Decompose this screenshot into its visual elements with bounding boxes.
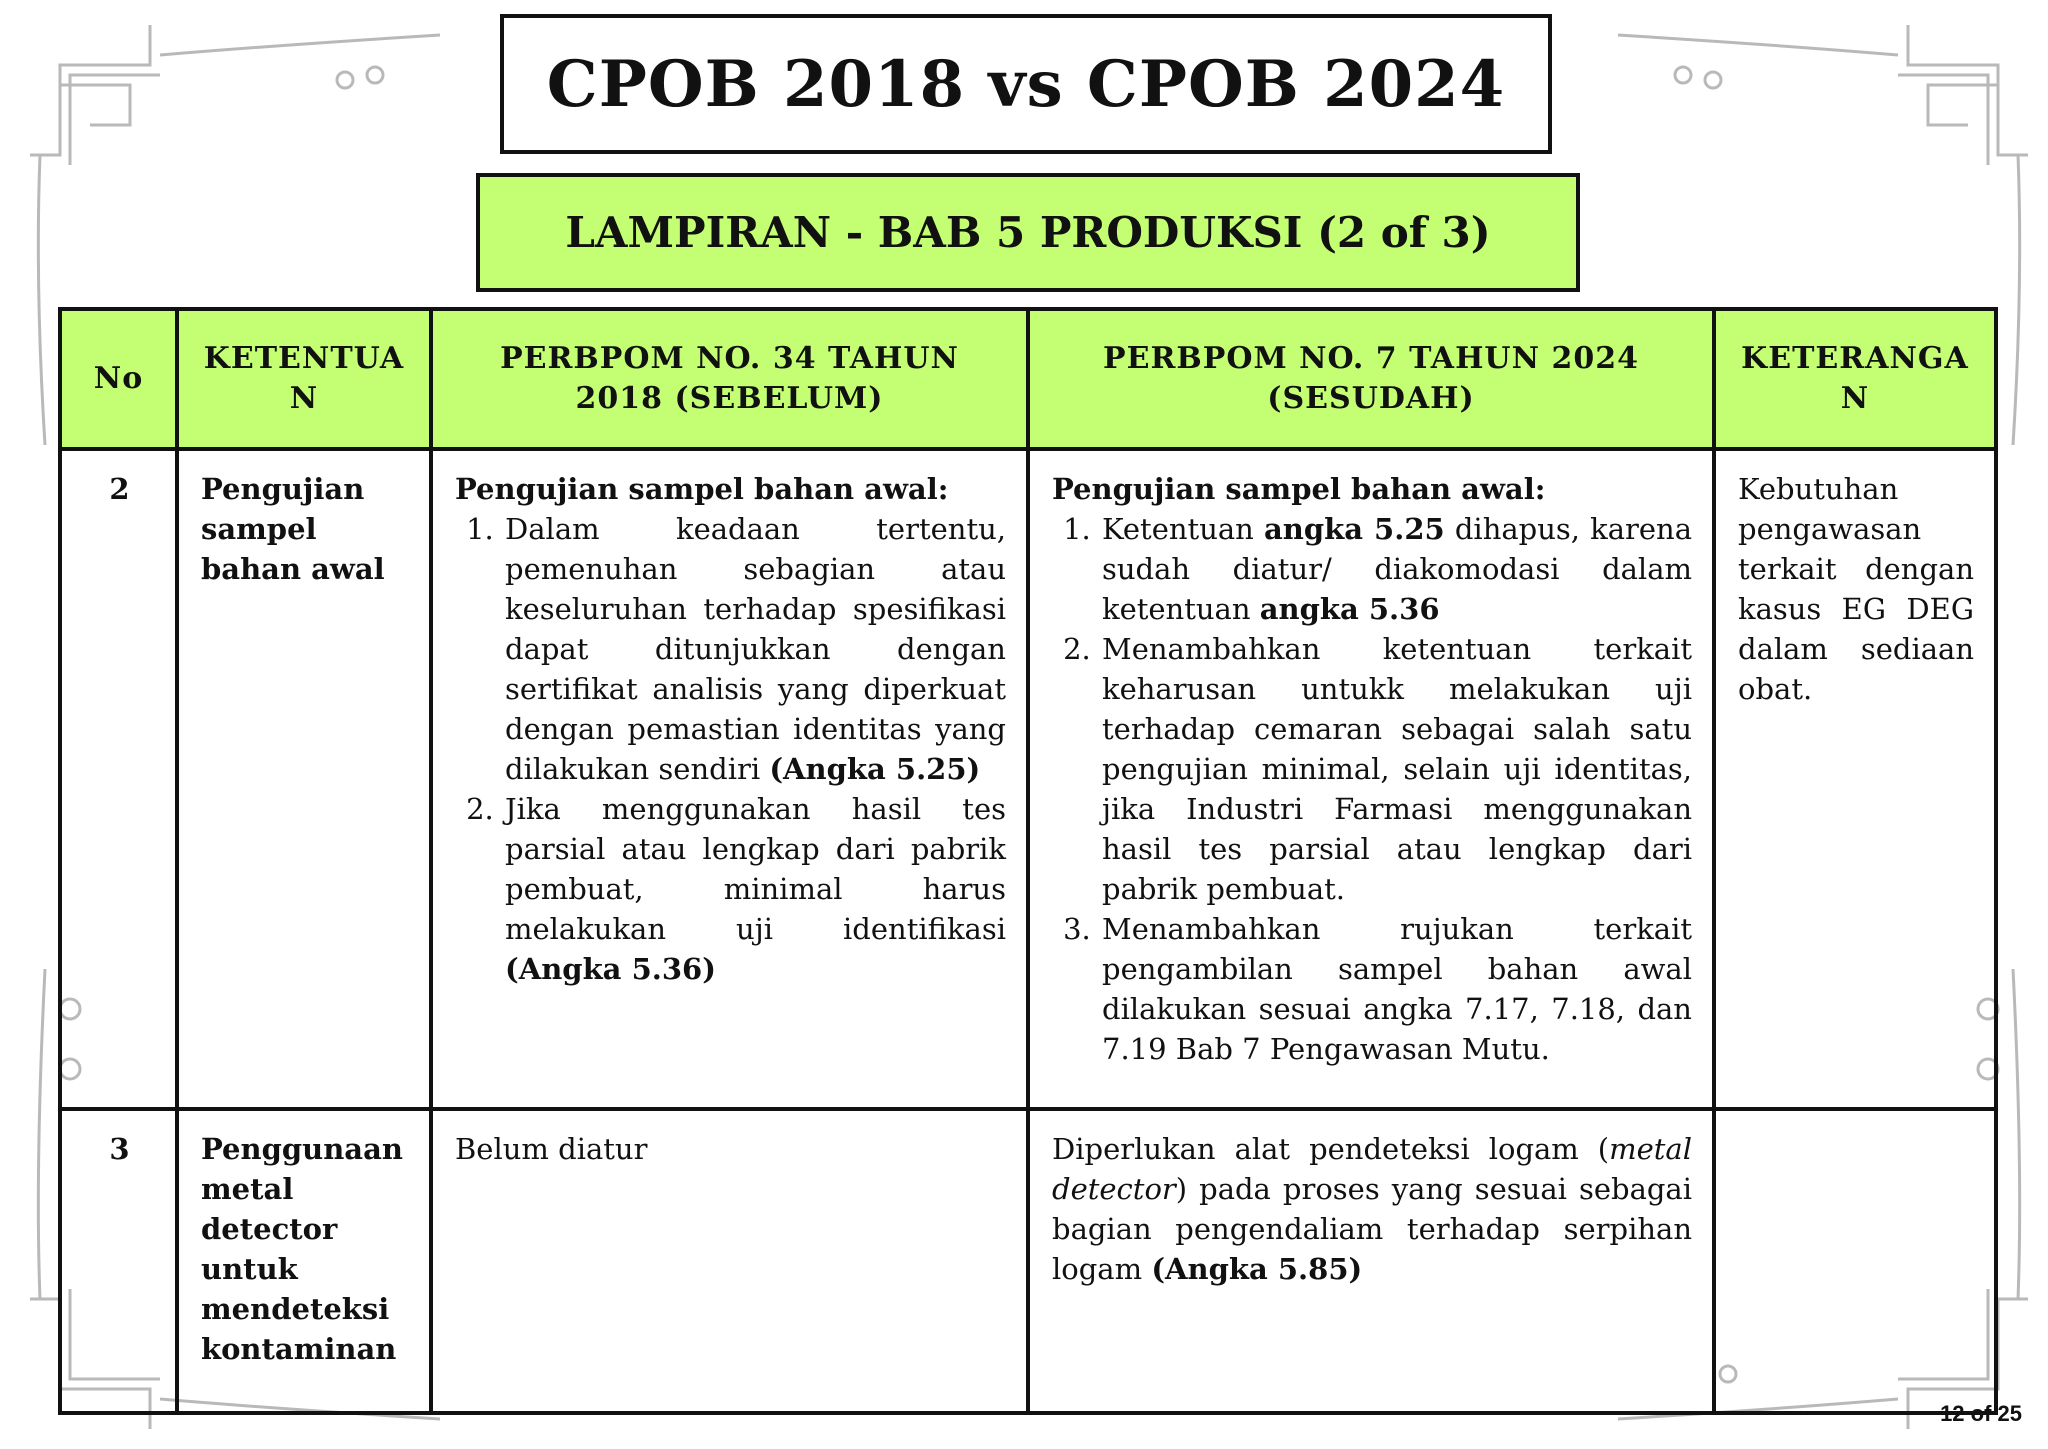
item-reference: (Angka 5.25) — [769, 752, 981, 786]
table-header-row — [60, 309, 1996, 449]
table-row — [60, 449, 1996, 1109]
header-sebelum: PERBPOM NO. 34 TAHUN 2018 (SEBELUM) — [431, 309, 1028, 449]
cell-sebelum — [431, 449, 1028, 1109]
item-text: Ketentuan — [1102, 512, 1264, 546]
cell-sebelum: Belum diatur — [431, 1109, 1028, 1413]
cell-keterangan — [1714, 1109, 1996, 1413]
item-reference: (Angka 5.36) — [505, 952, 716, 986]
cell-ketentuan: Pengujian sampel bahan awal — [177, 449, 431, 1109]
subtitle-box — [476, 173, 1580, 292]
item-reference: (Angka 5.85) — [1151, 1252, 1363, 1286]
table-row — [60, 1109, 1996, 1413]
header-ketentuan: KETENTUA N — [177, 309, 431, 449]
cell-sesudah — [1028, 1109, 1714, 1413]
item-text: Jika menggunakan hasil tes parsial atau lengkap dari pabrik pembuat, minimal harus melakukan uji identifikasi — [505, 792, 1006, 946]
sesudah-list — [1052, 509, 1692, 1069]
header-no: No — [60, 309, 177, 449]
comparison-table — [58, 307, 1998, 1415]
cell-text-italic: metal detector — [1052, 1132, 1692, 1206]
list-item: 3. Menambahkan rujukan terkait pengambilan sampel bahan awal dilakukan sesuai angka 7.17, 7.18, dan 7.19 Bab 7 Pengawasan Mutu. — [1100, 909, 1692, 1069]
item-reference: angka 5.25 — [1264, 512, 1445, 546]
sebelum-heading: Pengujian sampel bahan awal: — [455, 472, 949, 506]
list-item — [503, 509, 1006, 789]
page-subtitle: LAMPIRAN - BAB 5 PRODUKSI (2 of 3) — [565, 208, 1491, 257]
list-item — [1100, 509, 1692, 629]
sesudah-heading: Pengujian sampel bahan awal: — [1052, 472, 1546, 506]
cell-text: ) pada proses yang sesuai sebagai bagian pengendaliam terhadap serpihan logam — [1052, 1172, 1692, 1286]
cell-no: 2 — [60, 449, 177, 1109]
title-box — [500, 14, 1552, 154]
page-number: 12 of 25 — [1940, 1401, 2022, 1426]
cell-no: 3 — [60, 1109, 177, 1413]
item-reference: angka 5.36 — [1259, 592, 1440, 626]
header-sesudah: PERBPOM NO. 7 TAHUN 2024 (SESUDAH) — [1028, 309, 1714, 449]
cell-keterangan: Kebutuhan pengawasan terkait dengan kasus EG DEG dalam sediaan obat. — [1714, 449, 1996, 1109]
header-keterangan: KETERANGA N — [1714, 309, 1996, 449]
item-text: Dalam keadaan tertentu, pemenuhan sebagian atau keseluruhan terhadap spesifikasi dapat ditunjukkan dengan sertifikat analisis yang diperkuat dengan pemastian identitas yang dilakukan sendiri — [505, 512, 1006, 786]
list-item: 2. Menambahkan ketentuan terkait keharusan untukk melakukan uji terhadap cemaran sebagai salah satu pengujian minimal, selain uji identitas, jika Industri Farmasi menggunakan hasil tes parsial atau lengkap dari pabrik pembuat. — [1100, 629, 1692, 909]
cell-text: Diperlukan alat pendeteksi logam ( — [1052, 1132, 1610, 1166]
item-text: dihapus, karena sudah diatur/ diakomodasi dalam ketentuan — [1102, 512, 1693, 626]
page-title: CPOB 2018 vs CPOB 2024 — [546, 46, 1506, 122]
cell-ketentuan: Penggunaan metal detector untuk mendeteksi kontaminan — [177, 1109, 431, 1413]
list-item — [503, 789, 1006, 989]
cell-sesudah — [1028, 449, 1714, 1109]
sebelum-list — [455, 509, 1006, 989]
